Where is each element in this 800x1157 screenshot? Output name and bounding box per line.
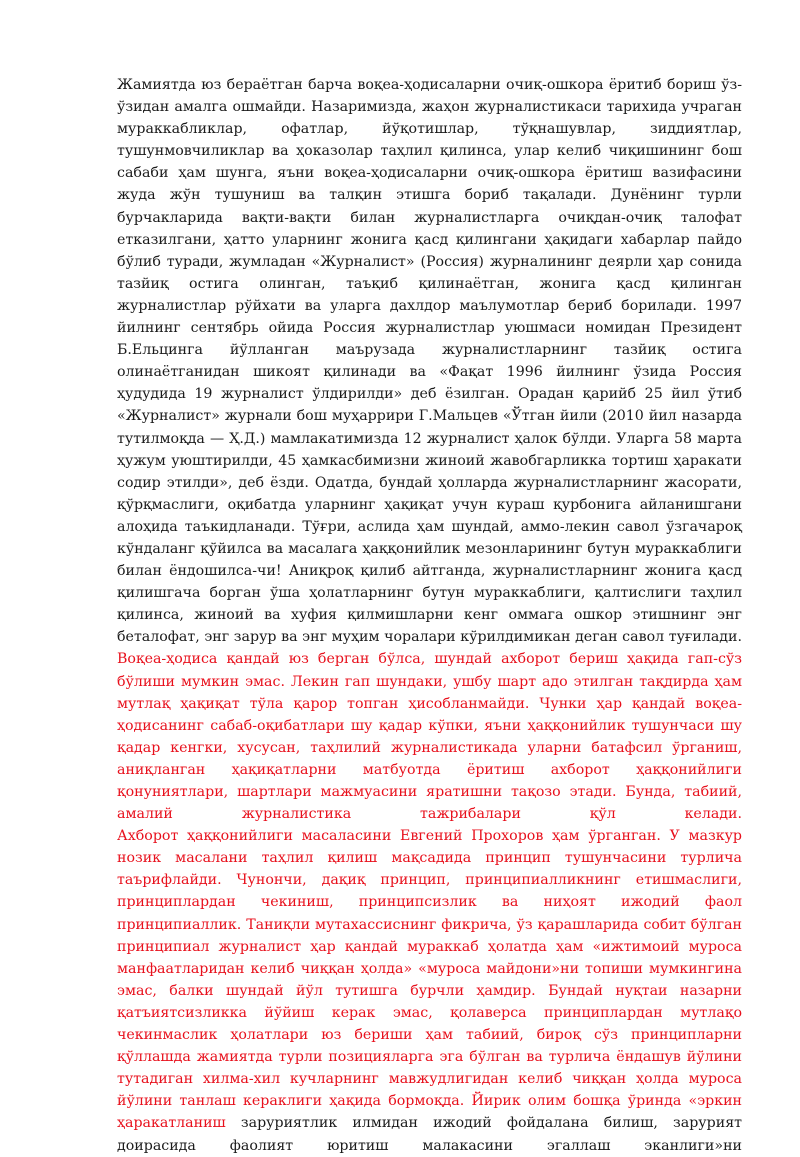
paragraph-intro: Жамиятда юз бераётган барча воқеа-ҳодисаларни очиқ-ошкора ёритиб бориш ўз-ўзидан амалга ошмайди. Назаримизда, жаҳон журналистикаси тарихида учраган мураккабликлар, офатлар, йўқотишлар, тўқнашувлар, зиддиятлар, тушунмовчиликлар ва ҳоказолар таҳлил қилинса, улар келиб чиқишининг бош сабаби ҳам шунга, яъни воқеа-ҳодисаларни очиқ-ошкора ёритиш вазифасини жуда жўн тушуниш ва талқин этишга бориб тақалади. Дунёнинг турли бурчакларида вақти-вақти билан журналистларга очиқдан-очиқ талофат етказилгани, ҳатто уларнинг жонига қасд қилингани ҳақидаги хабарлар пайдо бўлиб туради, жумладан «Журналист» (Россия) журналининг деярли ҳар сонида тазйиқ остига олинган, таъқиб қилинаётган, жонига қасд қилинган журналистлар рўйхати ва уларга дахлдор маълумотлар бериб борилади. 1997 йилнинг сентябрь ойида Россия журналистлар уюшмаси номидан Президент Б.Ельцинга йўлланган маърузада журналистларнинг тазйиқ остига олинаётганидан шикоят қилинади ва «Фақат 1996 йилнинг ўзида Россия ҳудудида 19 журналист ўлдирилди» деб ёзилган. Орадан қарийб 25 йил ўтиб «Журналист» журнали бош муҳаррири Г.Мальцев «Ўтган йили (2010 йил назарда тутилмоқда — Ҳ.Д.) мамлакатимизда 12 журналист ҳалок бўлди. Уларга 58 марта ҳужум уюштирилди, 45 ҳамкасбимизни жиноий жавобгарликка тортиш ҳаракати содир этилди», деб ёзди. Одатда, бундай ҳолларда журналистларнинг жасорати, қўрқмаслиги, оқибатда уларнинг ҳақиқат учун кураш қурбонига айланишгани алоҳида таъкидланади. Тўғри, аслида ҳам шундай, аммо-лекин савол ўзгачароқ кўндаланг қўйилса ва масалага ҳаққонийлик мезонларининг бутун мураккаблиги билан ёндошилса-чи! Аниқроқ қилиб айтганда, журналистларнинг жонига қасд қилишгача борган ўша ҳолатларнинг бутун мураккаблиги, қалтислиги таҳлил қилинса, жиноий ва хуфия қилмишларни кенг оммага ошкор этишнинг энг беталофат, энг зарур ва энг муҳим чоралари кўрилдимикан деган савол туғилади. — [117, 77, 742, 646]
document-page — [117, 74, 742, 1157]
paragraph-prokhorov — [117, 825, 742, 1156]
paragraph-information-truth: Воқеа-ҳодиса қандай юз берган бўлса, шундай ахборот бериш ҳақида гап-сўз бўлиши мумкин эмас. Лекин гап шундаки, ушбу шарт адо этилган тақдирда ҳам мутлақ ҳақиқат тўла қарор топган ҳисобланмайди. Чунки ҳар қандай воқеа-ҳодисанинг сабаб-оқибатлари шу қадар кўпки, яъни ҳаққонийлик тушунчаси шу қадар кенгки, хусусан, таҳлилий журналистикада уларни батафсил ўрганиш, аниқланган ҳақиқатларни матбуотда ёритиш ахборот ҳаққонийлиги қонуниятлари, шартлари мажмуасини яратишни тақозо этади. Бунда, табиий, амалий журналистика тажрибалари қўл келади. — [117, 651, 742, 823]
paragraph-prokhorov-red-text: Ахборот ҳаққонийлиги масаласини Евгений Прохоров ҳам ўрганган. У мазкур нозик масалани таҳлил қилиш мақсадида принцип тушунчасини турлича таърифлайди. Чунончи, дақиқ принцип, принципиалликнинг етишмаслиги, принциплардан чекиниш, принципсизлик ва ниҳоят ижодий фаол принципиаллик. Таниқли мутахассиснинг фикрича, ўз қарашларида собит бўлган принципиал журналист ҳар қандай мураккаб ҳолатда ҳам «ижтимоий муроса манфаатларидан келиб чиққан ҳолда» «муроса майдони»ни топиши мумкингина эмас, балки шундай йўл тутишга бурчли ҳамдир. Бундай нуқтаи назарни қатъиятсизликка йўйиш керак эмас, қолаверса принциплардан мутлақо чекинмаслик ҳолатлари юз бериши ҳам табиий, бироқ сўз принципларни қўллашда жамиятда турли позицияларга эга бўлган ва турлича ёндашув йўлини тутадиган хилма-хил кучларнинг мавжудлигидан келиб чиққан ҳолда муроса йўлини танлаш кераклиги ҳақида бормоқда. Йирик олим бошқа ўринда «эркин ҳаракатланиш — [117, 828, 742, 1132]
paragraph-prokhorov-black-text: заруриятлик илмидан ижодий фойдалана билиш, зарурият доирасида фаолият юритиш малакасини эгаллаш эканлиги»ни — [117, 1115, 742, 1154]
